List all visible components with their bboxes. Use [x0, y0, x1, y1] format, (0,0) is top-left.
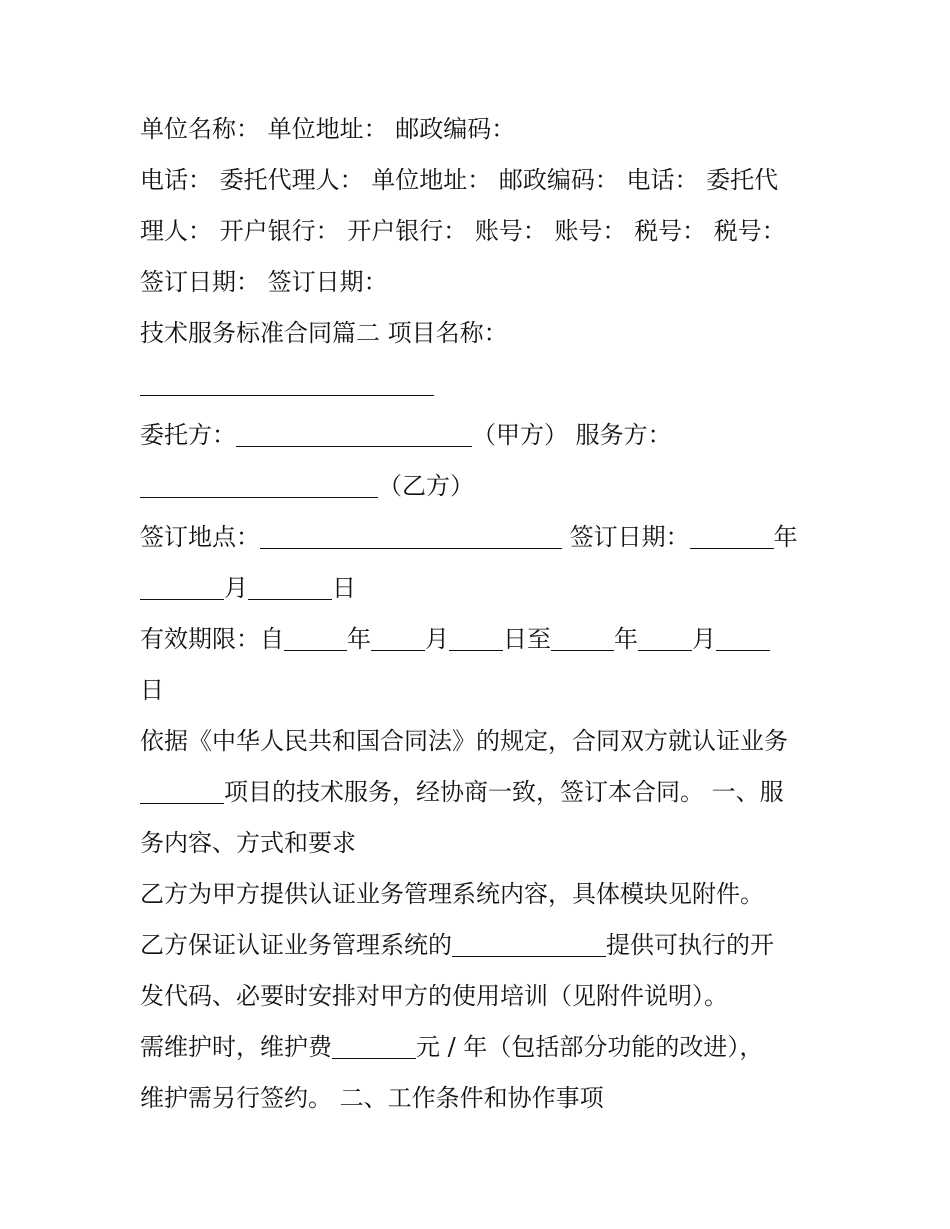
party-info-line-2: 电话： 委托代理人： 单位地址： 邮政编码： 电话： 委托代 [140, 166, 779, 194]
validity-start-month-blank [371, 626, 425, 651]
basis-line-1: 依据《中华人民共和国合同法》的规定，合同双方就认证业务 [140, 727, 788, 755]
project-name-blank [140, 371, 434, 396]
sign-date-line: 签订日期： 签订日期： [140, 268, 388, 296]
sign-place-blank [260, 524, 562, 549]
client-blank [236, 422, 472, 447]
validity-start-year-blank [284, 626, 347, 651]
service-line-1: 乙方为甲方提供认证业务管理系统内容，具体模块见附件。 [140, 880, 764, 908]
service-line-2: 乙方保证认证业务管理系统的 提供可执行的开 [140, 931, 774, 959]
system-blank [452, 932, 606, 957]
provider-line: （乙方） [140, 461, 820, 512]
validity-line: 有效期限：自 年 月 日至 年 月 [140, 614, 820, 665]
party-info-line-1: 单位名称： 单位地址： 邮政编码： [140, 115, 516, 143]
project-name-blank-line [140, 359, 820, 410]
section-title-line: 技术服务标准合同篇二 项目名称： [140, 319, 508, 347]
validity-line-end: 日 [140, 676, 164, 704]
validity-start-day-blank [449, 626, 503, 651]
maintenance-fee-blank [332, 1034, 416, 1059]
validity-end-day-blank [716, 626, 770, 651]
provider-blank [140, 473, 378, 498]
service-line-3: 发代码、必要时安排对甲方的使用培训（见附件说明）。 [140, 982, 728, 1010]
sign-month-blank [140, 575, 224, 600]
basis-line-2: 项目的技术服务，经协商一致，签订本合同。 一、服 [140, 767, 820, 818]
validity-end-month-blank [638, 626, 692, 651]
maintenance-line-1: 需维护时，维护费 元 / 年（包括部分功能的改进）， [140, 1033, 764, 1061]
sign-day-blank [248, 575, 332, 600]
validity-end-year-blank [551, 626, 614, 651]
basis-line-3: 务内容、方式和要求 [140, 829, 356, 857]
maintenance-line-2: 维护需另行签约。 二、工作条件和协作事项 [140, 1084, 604, 1112]
project-blank [140, 779, 224, 804]
sign-place-line: 签订地点： 签订日期： 年 [140, 523, 798, 551]
party-info-line-3: 理人： 开户银行： 开户银行： 账号： 账号： 税号： 税号： [140, 217, 786, 245]
client-line: 委托方： （甲方） 服务方： [140, 421, 672, 449]
contract-page [140, 104, 820, 1124]
sign-month-day-line: 月 日 [140, 563, 820, 614]
sign-year-blank [690, 524, 774, 549]
